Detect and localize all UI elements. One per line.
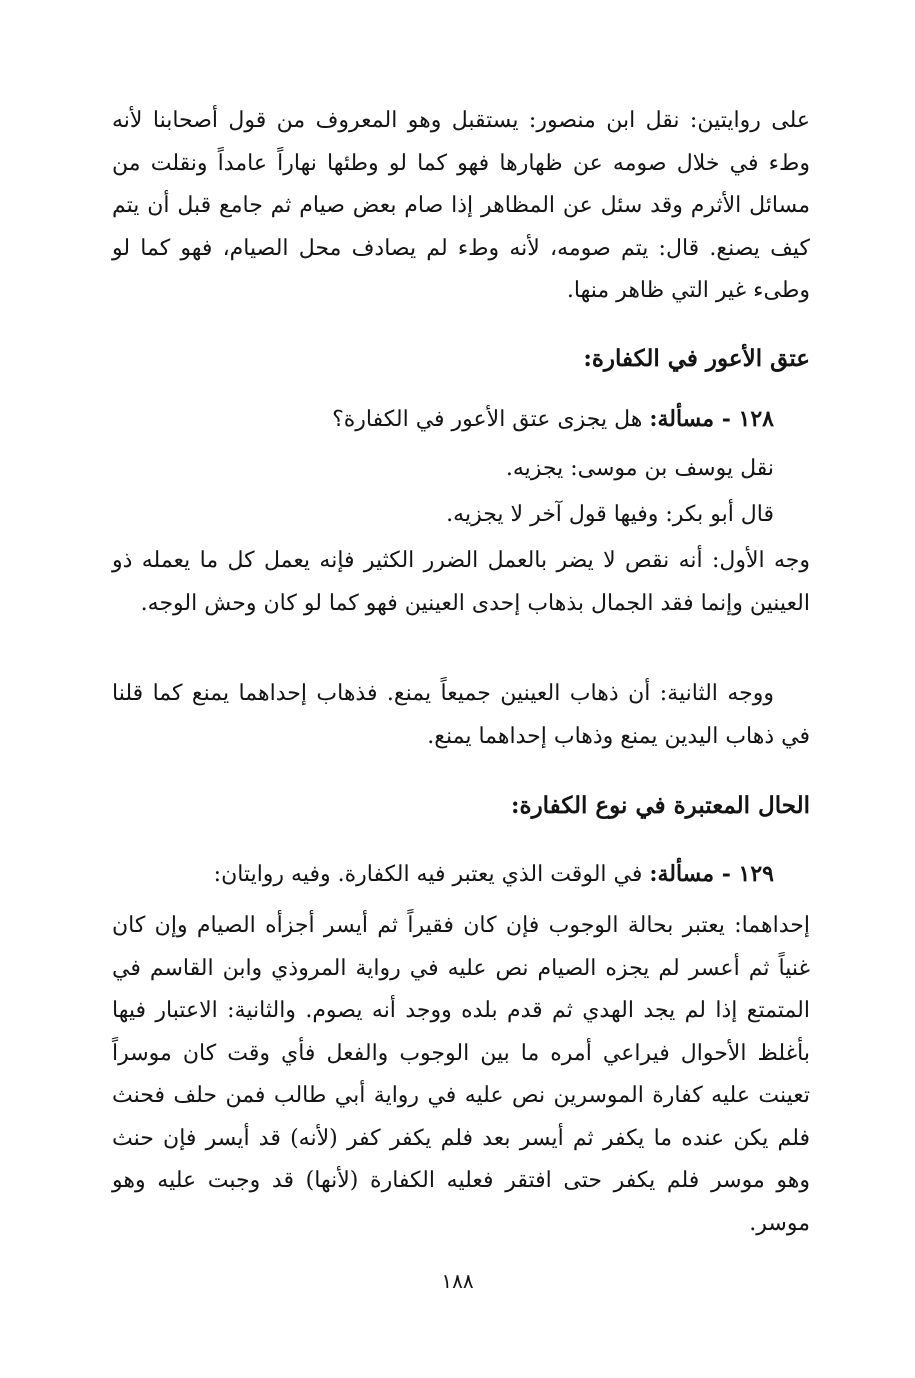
page-number: ١٨٨ [441,1269,474,1293]
masala-129-number: ١٢٩ - مسألة: [649,861,774,887]
masala-129-question: في الوقت الذي يعتبر فيه الكفارة. وفيه روايتان: [213,862,650,887]
paragraph-first-view: وجه الأول: أنه نقص لا يضر بالعمل الضرر الكثير فإنه يعمل كل ما يعمله ذو العينين وإنما فقد الجمال بذهاب إحدى العينين فهو كما لو كان وحش الوجه. [112,548,810,616]
section-heading-one-eyed-slave: عتق الأعور في الكفارة: [583,345,810,372]
paragraph-two-narrations: على روايتين: نقل ابن منصور: يستقبل وهو المعروف من قول أصحابنا لأنه وطء في خلال صومه عن ظهارها فهو كما لو وطئها نهاراً عامداً ونقلت من مسائل الأثرم وقد سئل عن المظاهر إذا صام بعض صيام ثم جامع قبل أن يتم كيف يصنع. قال: يتم صومه، لأنه وطء لم يصادف محل الصيام، فهو كما لو وطىء غير التي ظاهر منها. [112,108,810,303]
paragraph-abu-bakr: قال أبو بكر: وفيها قول آخر لا يجزيه. [446,502,774,527]
masala-128 [112,398,810,442]
section-heading-expiation-state: الحال المعتبرة في نوع الكفارة: [511,792,810,819]
masala-129 [112,853,810,897]
paragraph-second-view: ووجه الثانية: أن ذهاب العينين جميعاً يمنع. فذهاب إحداهما يمنع كما قلنا في ذهاب اليدين يمنع وذهاب إحداهما يمنع. [112,681,810,749]
masala-128-number: ١٢٨ - مسألة: [649,406,774,432]
paragraph-two-narrations-detail: إحداهما: يعتبر بحالة الوجوب فإن كان فقيراً ثم أيسر أجزأه الصيام وإن كان غنياً ثم أعسر لم يجزه الصيام نص عليه في رواية المروذي وابن القاسم في المتمتع إذا لم يجد الهدي ثم قدم بلده ووجد أنه يصوم. والثانية: الاعتبار فيها بأغلظ الأحوال فيراعي أمره ما بين الوجوب والفعل فأي وقت كان موسراً تعينت عليه كفارة الموسرين نص عليه في رواية أبي طالب فمن حلف فحنث فلم يكن عنده ما يكفر ثم أيسر بعد فلم يكفر كفر (لأنه) قد أيسر فإن حنث وهو موسر فلم يكفر حتى افتقر فعليه الكفارة (لأنها) قد وجبت عليه وهو موسر. [112,913,810,1236]
masala-128-question: هل يجزى عتق الأعور في الكفارة؟ [332,407,650,432]
paragraph-yusuf-narration: نقل يوسف بن موسى: يجزيه. [505,456,774,481]
